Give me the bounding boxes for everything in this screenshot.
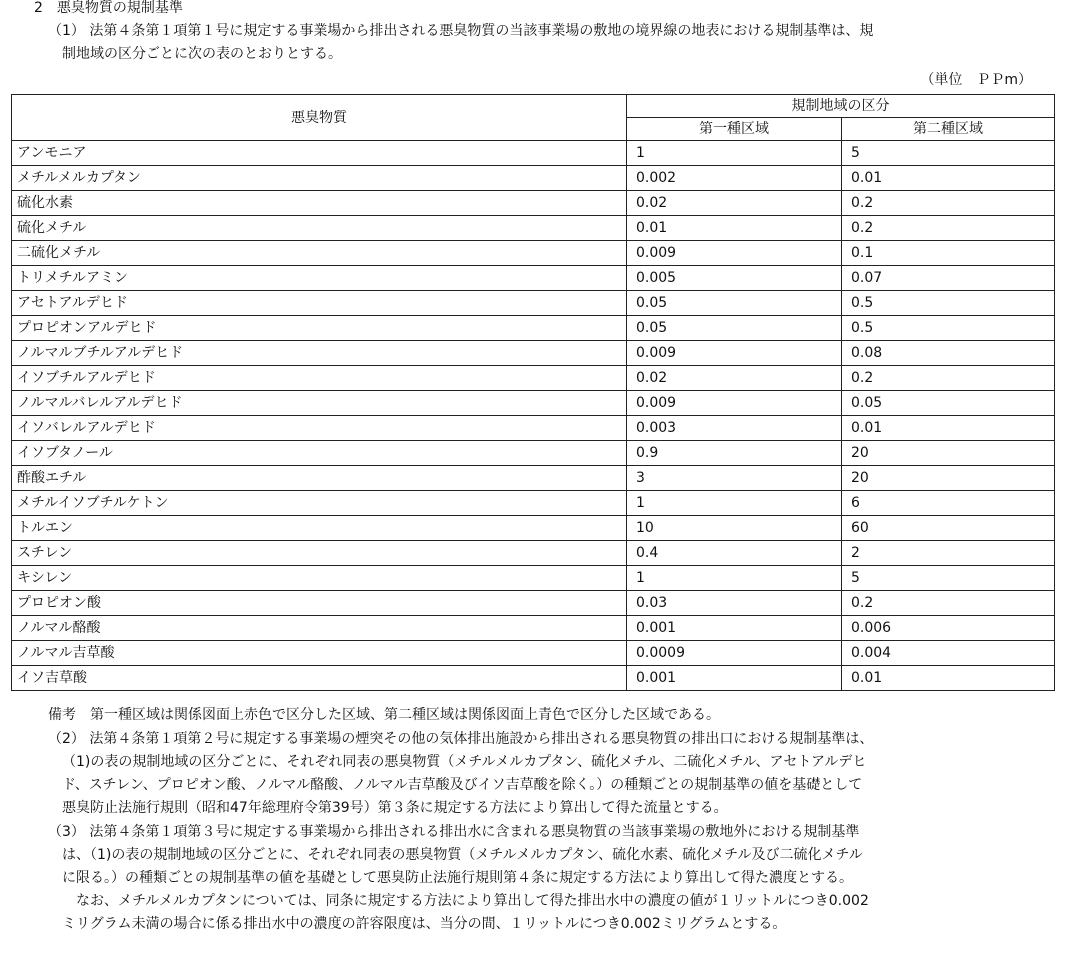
table-row [12,291,1055,316]
zone-1-value: 3 [627,466,842,491]
substance-cell: プロピオンアルデヒド [12,316,627,341]
zone-1-value: 0.4 [627,541,842,566]
zone-2-value: 0.07 [842,266,1055,291]
zone-1-value: 0.003 [627,416,842,441]
zone-2-value: 0.2 [842,191,1055,216]
table-row [12,541,1055,566]
paragraph-2-line-4: 悪臭防止法施行規則（昭和47年総理府令第39号）第３条に規定する方法により算出して得た流量とする。 [62,800,728,816]
substance-cell: イソブチルアルデヒド [12,366,627,391]
zone-1-value: 0.009 [627,241,842,266]
unit-label: （単位 ＰＰm） [920,72,1032,88]
zone-2-value: 2 [842,541,1055,566]
zone-2-value: 60 [842,516,1055,541]
zone-1-value: 0.02 [627,366,842,391]
substance-cell: トリメチルアミン [12,266,627,291]
substance-cell: ノルマルバレルアルデヒド [12,391,627,416]
table-row [12,341,1055,366]
zone-2-value: 0.1 [842,241,1055,266]
zone-1-value: 0.02 [627,191,842,216]
zone-1-value: 0.05 [627,291,842,316]
zone-1-value: 0.009 [627,391,842,416]
substance-cell: 硫化メチル [12,216,627,241]
zone-1-value: 0.002 [627,166,842,191]
zone-2-value: 20 [842,441,1055,466]
substance-cell: トルエン [12,516,627,541]
zone-2-value: 20 [842,466,1055,491]
table-row [12,241,1055,266]
paragraph-3-line-3: に限る。）の種類ごとの規制基準の値を基礎として悪臭防止法施行規則第４条に規定する方法により算出して得た濃度とする。 [62,870,853,886]
zone-1-value: 0.001 [627,616,842,641]
remarks-note: 備考 第一種区域は関係図面上赤色で区分した区域、第二種区域は関係図面上青色で区分した区域である。 [48,707,720,723]
table-row [12,266,1055,291]
substance-cell: イソ吉草酸 [12,666,627,691]
zone-2-value: 5 [842,141,1055,166]
table-row [12,491,1055,516]
zone-2-value: 0.2 [842,366,1055,391]
zone-1-value: 1 [627,491,842,516]
substance-cell: 硫化水素 [12,191,627,216]
table-row [12,416,1055,441]
table-row [12,216,1055,241]
section-heading: 2 悪臭物質の規制基準 [34,0,183,16]
substance-cell: メチルメルカプタン [12,166,627,191]
table-row [12,141,1055,166]
zone-2-value: 5 [842,566,1055,591]
zone-2-value: 0.01 [842,666,1055,691]
substance-cell: アセトアルデヒド [12,291,627,316]
zone-2-value: 0.004 [842,641,1055,666]
zone-1-value: 10 [627,516,842,541]
zone-1-value: 0.9 [627,441,842,466]
header-zone-1: 第一種区域 [627,118,842,141]
paragraph-3-line-5: ミリグラム未満の場合に係る排出水中の濃度の許容限度は、当分の間、１リットルにつき0.002ミリグラムとする。 [62,916,787,932]
substance-cell: アンモニア [12,141,627,166]
header-zone-2: 第二種区域 [842,118,1055,141]
paragraph-1-line-1: （1） 法第４条第１項第１号に規定する事業場から排出される悪臭物質の当該事業場の敷地の境界線の地表における規制基準は、規 [48,23,874,39]
substance-cell: メチルイソブチルケトン [12,491,627,516]
table-row [12,316,1055,341]
paragraph-1-line-2: 制地域の区分ごとに次の表のとおりとする。 [62,46,342,62]
substance-cell: 酢酸エチル [12,466,627,491]
table-row [12,366,1055,391]
zone-2-value: 0.01 [842,416,1055,441]
substance-cell: キシレン [12,566,627,591]
table-row [12,641,1055,666]
substance-cell: プロピオン酸 [12,591,627,616]
header-substance: 悪臭物質 [12,95,627,141]
paragraph-2-line-1: （2） 法第４条第１項第２号に規定する事業場の煙突その他の気体排出施設から排出される悪臭物質の排出口における規制基準は、 [48,731,874,747]
table-row [12,566,1055,591]
substance-cell: スチレン [12,541,627,566]
zone-1-value: 0.05 [627,316,842,341]
zone-1-value: 1 [627,566,842,591]
zone-1-value: 0.03 [627,591,842,616]
paragraph-3-line-1: （3） 法第４条第１項第３号に規定する事業場から排出される排出水に含まれる悪臭物質の当該事業場の敷地外における規制基準 [48,824,860,840]
paragraph-3-line-2: は、（1)の表の規制地域の区分ごとに、それぞれ同表の悪臭物質（メチルメルカプタン、硫化水素、硫化メチル及び二硫化メチル [62,847,863,863]
paragraph-3-line-4: なお、メチルメルカプタンについては、同条に規定する方法により算出して得た排出水中の濃度の値が１リットルにつき0.002 [62,893,869,909]
table-body [12,141,1055,691]
zone-2-value: 0.006 [842,616,1055,641]
table-row [12,441,1055,466]
paragraph-2-line-3: ド、スチレン、プロピオン酸、ノルマル酪酸、ノルマル吉草酸及びイソ吉草酸を除く。）の種類ごとの規制基準の値を基礎として [62,777,863,793]
header-zone-group: 規制地域の区分 [627,95,1055,118]
zone-1-value: 0.01 [627,216,842,241]
substance-cell: イソバレルアルデヒド [12,416,627,441]
zone-2-value: 0.2 [842,216,1055,241]
table-row [12,466,1055,491]
table-row [12,166,1055,191]
paragraph-2-line-2: （1)の表の規制地域の区分ごとに、それぞれ同表の悪臭物質（メチルメルカプタン、硫化メチル、二硫化メチル、アセトアルデヒ [62,754,867,770]
table-row [12,391,1055,416]
table-row [12,516,1055,541]
table-row [12,666,1055,691]
zone-1-value: 0.009 [627,341,842,366]
zone-1-value: 0.001 [627,666,842,691]
zone-1-value: 0.0009 [627,641,842,666]
zone-2-value: 0.08 [842,341,1055,366]
table-row [12,191,1055,216]
substance-cell: 二硫化メチル [12,241,627,266]
zone-2-value: 0.5 [842,291,1055,316]
zone-2-value: 0.5 [842,316,1055,341]
zone-1-value: 1 [627,141,842,166]
table-row [12,591,1055,616]
substance-cell: イソブタノール [12,441,627,466]
zone-2-value: 0.2 [842,591,1055,616]
zone-1-value: 0.005 [627,266,842,291]
substance-cell: ノルマルブチルアルデヒド [12,341,627,366]
zone-2-value: 6 [842,491,1055,516]
substance-cell: ノルマル吉草酸 [12,641,627,666]
substance-cell: ノルマル酪酸 [12,616,627,641]
zone-2-value: 0.05 [842,391,1055,416]
zone-2-value: 0.01 [842,166,1055,191]
odor-standards-table [11,94,1055,691]
table-row [12,616,1055,641]
